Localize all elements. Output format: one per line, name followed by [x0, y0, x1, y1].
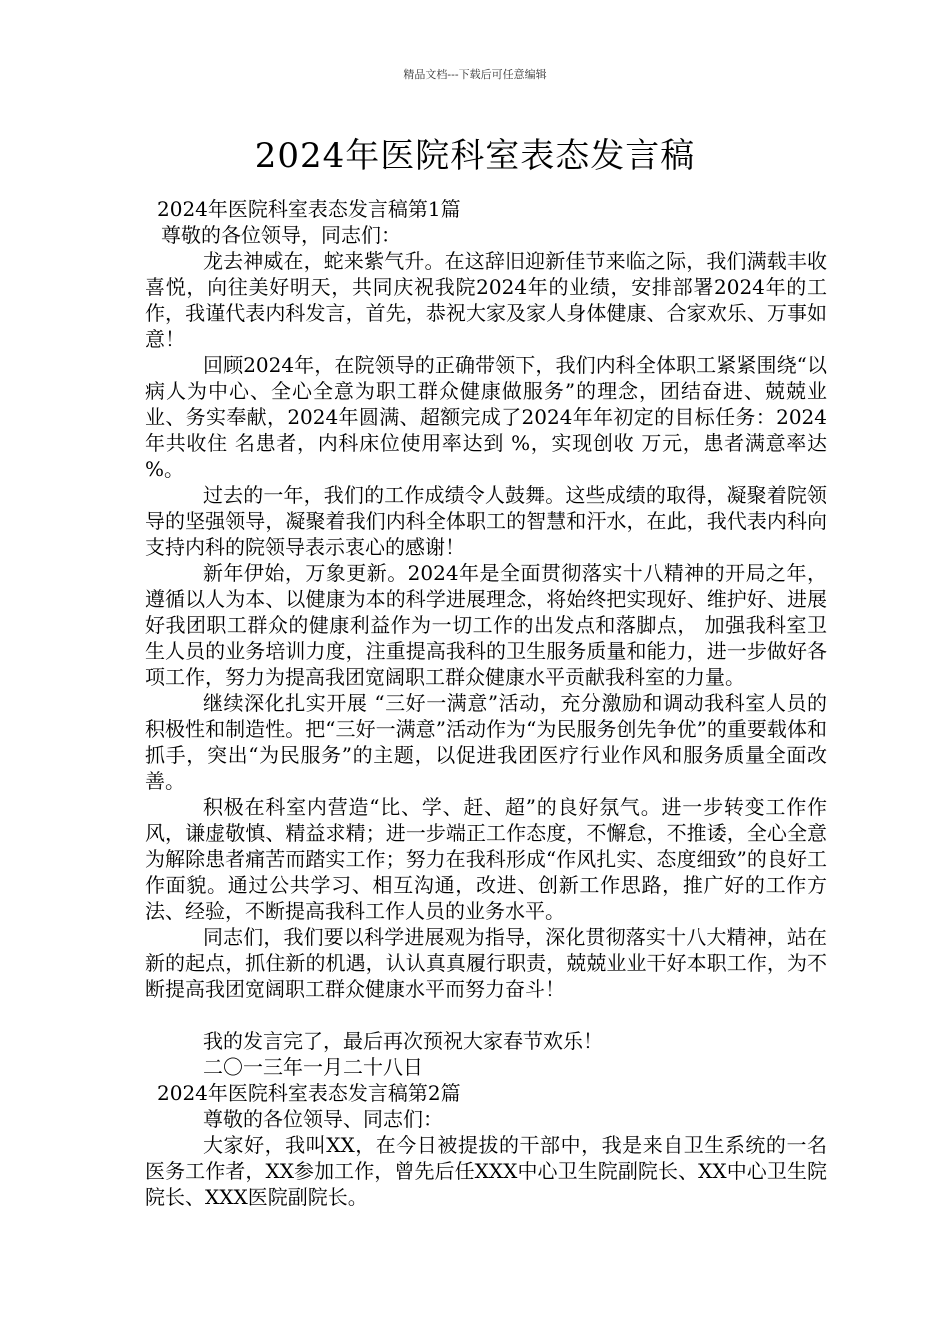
- document-title: 2024年医院科室表态发言稿: [254, 136, 696, 176]
- article-1-paragraph-4: 新年伊始，万象更新。2024年是全面贯彻落实十八精神的开局之年，遵循以人为本、以健康为本的科学进展理念，将始终把实现好、维护好、进展好我团职工群众的健康利益作为一切工作的出发点和落脚点， 加强我科室卫生人员的业务培训力度，注重提高我科的卫生服务质量和能力，进一步做好各项工作，努力为提高我团宽阔职工群众健康水平贡献我科室的力量。: [145, 561, 827, 689]
- article-2-heading: 2024年医院科室表态发言稿第2篇: [157, 1081, 461, 1105]
- blank-line: [145, 1002, 827, 1028]
- document-body: [145, 196, 827, 1210]
- article-1-paragraph-2: 回顾2024年，在院领导的正确带领下，我们内科全体职工紧紧围绕“以病人为中心、全心全意为职工群众健康做服务”的理念，团结奋进、兢兢业业、务实奉献，2024年圆满、超额完成了2024年年初定的目标任务：2024年共收住 名患者，内科床位使用率达到 %，实现创收 万元，患者满意率达 %。: [145, 353, 827, 481]
- article-1-heading: 2024年医院科室表态发言稿第1篇: [157, 197, 461, 221]
- article-1-paragraph-7: 同志们，我们要以科学进展观为指导，深化贯彻落实十八大精神，站在新的起点，抓住新的机遇，认认真真履行职责，兢兢业业干好本职工作，为不断提高我团宽阔职工群众健康水平而努力奋斗！: [145, 925, 827, 1001]
- article-1-paragraph-1: 龙去神威在，蛇来紫气升。在这辞旧迎新佳节来临之际，我们满载丰收喜悦，向往美好明天，共同庆祝我院2024年的业绩，安排部署2024年的工作，我谨代表内科发言，首先，恭祝大家及家人身体健康、合家欢乐、万事如意！: [145, 249, 827, 351]
- article-1-paragraph-5: 继续深化扎实开展 “三好一满意”活动，充分激励和调动我科室人员的积极性和制造性。把“三好一满意”活动作为“为民服务创先争优”的重要载体和抓手，突出“为民服务”的主题，以促进我团医疗行业作风和服务质量全面改善。: [145, 691, 827, 793]
- article-1-date: 二〇一三年一月二十八日: [203, 1055, 423, 1079]
- page-header: 精品文档---下载后可任意编辑: [403, 68, 547, 81]
- article-1-paragraph-3: 过去的一年，我们的工作成绩令人鼓舞。这些成绩的取得，凝聚着院领导的坚强领导，凝聚着我们内科全体职工的智慧和汗水，在此，我代表内科向支持内科的院领导表示衷心的感谢！: [145, 483, 827, 559]
- article-1-greeting: 尊敬的各位领导，同志们：: [161, 223, 401, 247]
- article-2-greeting: 尊敬的各位领导、同志们：: [203, 1107, 443, 1131]
- article-1-paragraph-6: 积极在科室内营造“比、学、赶、超”的良好氛气。进一步转变工作作风，谦虚敬慎、精益求精；进一步端正工作态度，不懈怠，不推诿，全心全意为解除患者痛苦而踏实工作；努力在我科形成“作风扎实、态度细致”的良好工作面貌。通过公共学习、相互沟通，改进、创新工作思路，推广好的工作方法、经验，不断提高我科工作人员的业务水平。: [145, 795, 827, 923]
- article-2-paragraph-1: 大家好，我叫XX，在今日被提拔的干部中，我是来自卫生系统的一名医务工作者，XX参加工作，曾先后任XXX中心卫生院副院长、XX中心卫生院院长、XXX医院副院长。: [145, 1133, 827, 1209]
- article-1-closing: 我的发言完了，最后再次预祝大家春节欢乐！: [203, 1029, 603, 1053]
